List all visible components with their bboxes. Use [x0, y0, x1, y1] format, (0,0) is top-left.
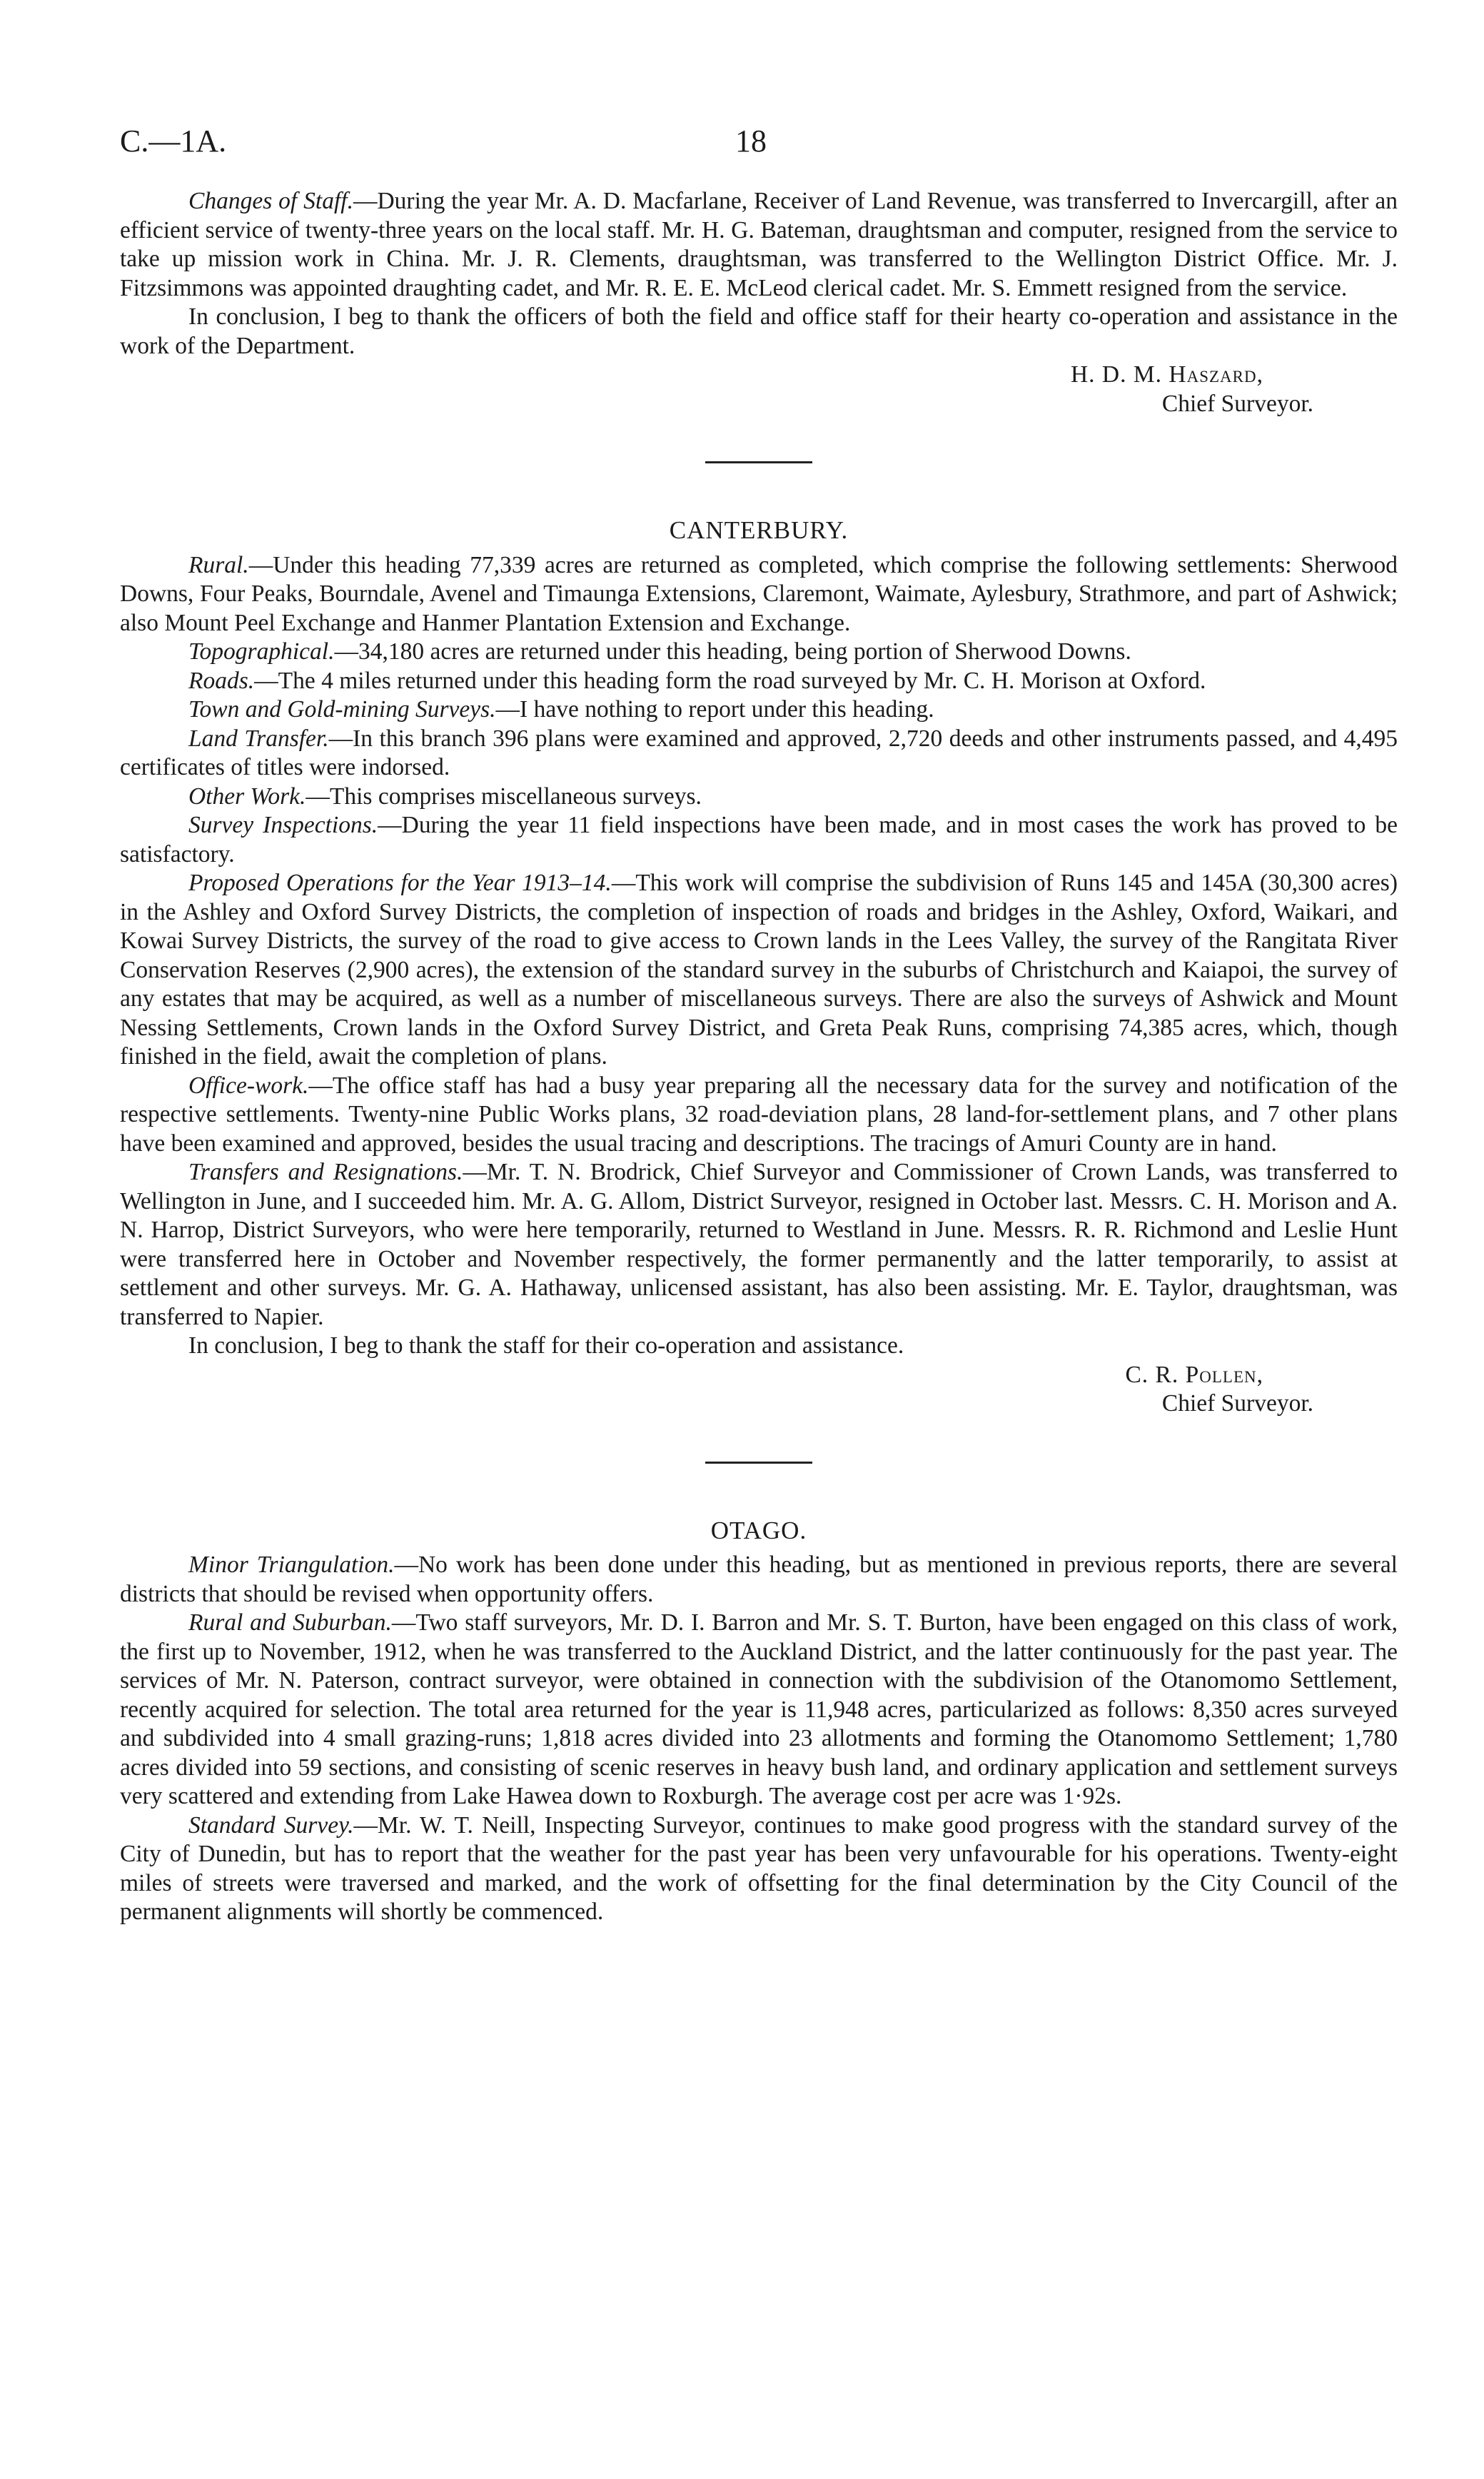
section-divider — [705, 461, 812, 463]
paragraph — [120, 1332, 1398, 1361]
paragraph — [120, 1551, 1398, 1609]
signatory-title: Chief Surveyor. — [1161, 1390, 1313, 1417]
signature-block — [120, 361, 1398, 418]
paragraph-text: —I have nothing to report under this heading. — [495, 696, 934, 723]
paragraph — [120, 869, 1398, 1072]
paragraph — [120, 667, 1398, 696]
signatory-name: H. D. M. Haszard, — [1070, 361, 1263, 388]
paragraph-text: —No work has been done under this heading, but as mentioned in previous reports, there are several districts that should be revised when opportunity offers. — [120, 1552, 1398, 1607]
paragraph-text: —In this branch 396 plans were examined and approved, 2,720 deeds and other instruments passed, and 4,495 certificates of titles were indorsed. — [120, 725, 1398, 780]
paragraph — [120, 1811, 1398, 1927]
page-number: 18 — [735, 124, 767, 159]
paragraph — [120, 1158, 1398, 1332]
paragraph-heading: Transfers and Resignations. — [188, 1159, 463, 1185]
paragraph — [120, 551, 1398, 638]
paragraph-heading: Office-work. — [188, 1072, 309, 1099]
section-title: OTAGO. — [710, 1516, 807, 1544]
paragraph-text: —This work will comprise the subdivision of Runs 145 and 145A (30,300 acres) in the Ashley and Oxford Survey Districts, the completion of inspection of roads and bridges in the Ashley, Oxford, Waikari, and Kowai Survey Districts, the survey of the road to give access to Crown lands in the Lees Valley, the survey of the Rangitata River Conservation Reserves (2,900 acres), the extension of the standard survey in the suburbs of Christchurch and Kaiapoi, the survey of any estates that may be acquired, as well as a number of miscellaneous surveys. There are also the surveys of Ashwick and Mount Nessing Settlements, Crown lands in the Oxford Survey District, and Greta Peak Runs, comprising 74,385 acres, which, though finished in the field, await the completion of plans. — [120, 870, 1398, 1070]
paragraph-text: —34,180 acres are returned under this heading, being portion of Sherwood Downs. — [334, 638, 1131, 665]
paragraph — [120, 695, 1398, 725]
paragraph — [120, 303, 1398, 361]
paragraph-text: —Under this heading 77,339 acres are returned as completed, which comprise the following settlements: Sherwood Downs, Four Peaks, Bourndale, Avenel and Timaunga Extensions, Claremont, Waimate, Aylesbury, Strathmore, and part of Ashwick; also Mount Peel Exchange and Hanmer Plantation Extension and Exchange. — [120, 551, 1398, 636]
paragraph-heading: Other Work. — [188, 783, 306, 810]
paragraph-text: —During the year Mr. A. D. Macfarlane, Receiver of Land Revenue, was transferred to Invercargill, after an efficient service of twenty-three years on the local staff. Mr. H. G. Bateman, draughtsman and computer, resigned from the service to take up mission work in China. Mr. J. R. Clements, draughtsman, was transferred to the Wellington District Office. Mr. J. Fitzsimmons was appointed draughting cadet, and Mr. R. E. E. McLeod clerical cadet. Mr. S. Emmett resigned from the service. — [120, 188, 1398, 301]
paragraph-text: —During the year 11 field inspections have been made, and in most cases the work has proved to be satisfactory. — [120, 812, 1398, 868]
section-divider — [705, 1462, 812, 1464]
paragraph — [120, 811, 1398, 869]
paragraph-text: —The office staff has had a busy year preparing all the necessary data for the survey and notification of the respective settlements. Twenty-nine Public Works plans, 32 road-deviation plans, 28 land-for-settlement plans, and 7 other plans have been examined and approved, besides the usual tracing and descriptions. The tracings of Amuri County are in hand. — [120, 1072, 1398, 1157]
paragraph-text: —The 4 miles returned under this heading form the road surveyed by Mr. C. H. Morison at Oxford. — [254, 667, 1206, 694]
page-body — [120, 187, 1398, 1927]
paragraph — [120, 725, 1398, 783]
paragraph-heading: Minor Triangulation. — [188, 1552, 395, 1578]
paragraph-heading: Rural and Suburban. — [188, 1609, 392, 1636]
paragraph-text: —Two staff surveyors, Mr. D. I. Barron and Mr. S. T. Burton, have been engaged on this class of work, the first up to November, 1912, when he was transferred to the Auckland District, and the latter continuously for the past year. The services of Mr. N. Paterson, contract surveyor, were obtained in connection with the subdivision of the Otanomomo Settlement, recently acquired for selection. The total area returned for the year is 11,948 acres, particularized as follows: 8,350 acres surveyed and subdivided into 4 small grazing-runs; 1,818 acres divided into 23 allotments and forming the Otanomomo Settlement; 1,780 acres divided into 59 sections, and consisting of scenic reserves in heavy bush land, and ordinary application and settlement surveys very scattered and extending from Lake Hawea down to Roxburgh. The average cost per acre was 1·92s. — [120, 1609, 1398, 1809]
paragraph-heading: Standard Survey. — [188, 1811, 354, 1839]
otago-section — [120, 1517, 1398, 1927]
previous-section — [120, 187, 1398, 418]
document-reference: C.—1A. — [120, 124, 227, 159]
paragraph — [120, 638, 1398, 667]
paragraph-text: In conclusion, I beg to thank the officers of both the field and office staff for their hearty co-operation and assistance in the work of the Department. — [120, 303, 1398, 359]
paragraph-heading: Survey Inspections. — [188, 812, 378, 838]
signature-block — [120, 1361, 1398, 1419]
paragraph-heading: Changes of Staff. — [188, 188, 353, 214]
paragraph-text: —Mr. T. N. Brodrick, Chief Surveyor and Commissioner of Crown Lands, was transferred to Wellington in June, and I succeeded him. Mr. A. G. Allom, District Surveyor, resigned in October last. Messrs. C. H. Morison and A. N. Harrop, District Surveyors, who were here temporarily, returned to Westland in June. Messrs. R. R. Richmond and Leslie Hunt were transferred here in October and November respectively, the former permanently and the latter temporarily, to assist at settlement and other surveys. Mr. G. A. Hathaway, unlicensed assistant, has also been assisting. Mr. E. Taylor, draughtsman, was transferred to Napier. — [120, 1159, 1398, 1330]
paragraph-heading: Town and Gold-mining Surveys. — [188, 696, 496, 723]
paragraph-text: —This comprises miscellaneous surveys. — [306, 783, 702, 810]
paragraph — [120, 783, 1398, 812]
signatory-name: C. R. Pollen, — [1125, 1361, 1263, 1388]
paragraph — [120, 187, 1398, 303]
paragraph-heading: Topographical. — [188, 638, 335, 665]
paragraph-heading: Roads. — [188, 667, 255, 694]
signatory-title: Chief Surveyor. — [1161, 390, 1313, 417]
paragraph — [120, 1072, 1398, 1159]
paragraph-heading: Land Transfer. — [188, 725, 329, 752]
page-header — [120, 123, 1405, 166]
section-title: CANTERBURY. — [669, 516, 849, 544]
paragraph-text: —Mr. W. T. Neill, Inspecting Surveyor, continues to make good progress with the standard survey of the City of Dunedin, but has to report that the weather for the past year has been very unfavourable for his operations. Twenty-eight miles of streets were traversed and marked, and the work of offsetting for the final determination by the City Council of the permanent alignments will shortly be commenced. — [120, 1811, 1398, 1925]
canterbury-section — [120, 516, 1398, 1419]
paragraph — [120, 1609, 1398, 1811]
paragraph-heading: Rural. — [188, 551, 249, 578]
paragraph-heading: Proposed Operations for the Year 1913–14. — [188, 870, 612, 896]
paragraph-text: In conclusion, I beg to thank the staff for their co-operation and assistance. — [188, 1332, 904, 1359]
